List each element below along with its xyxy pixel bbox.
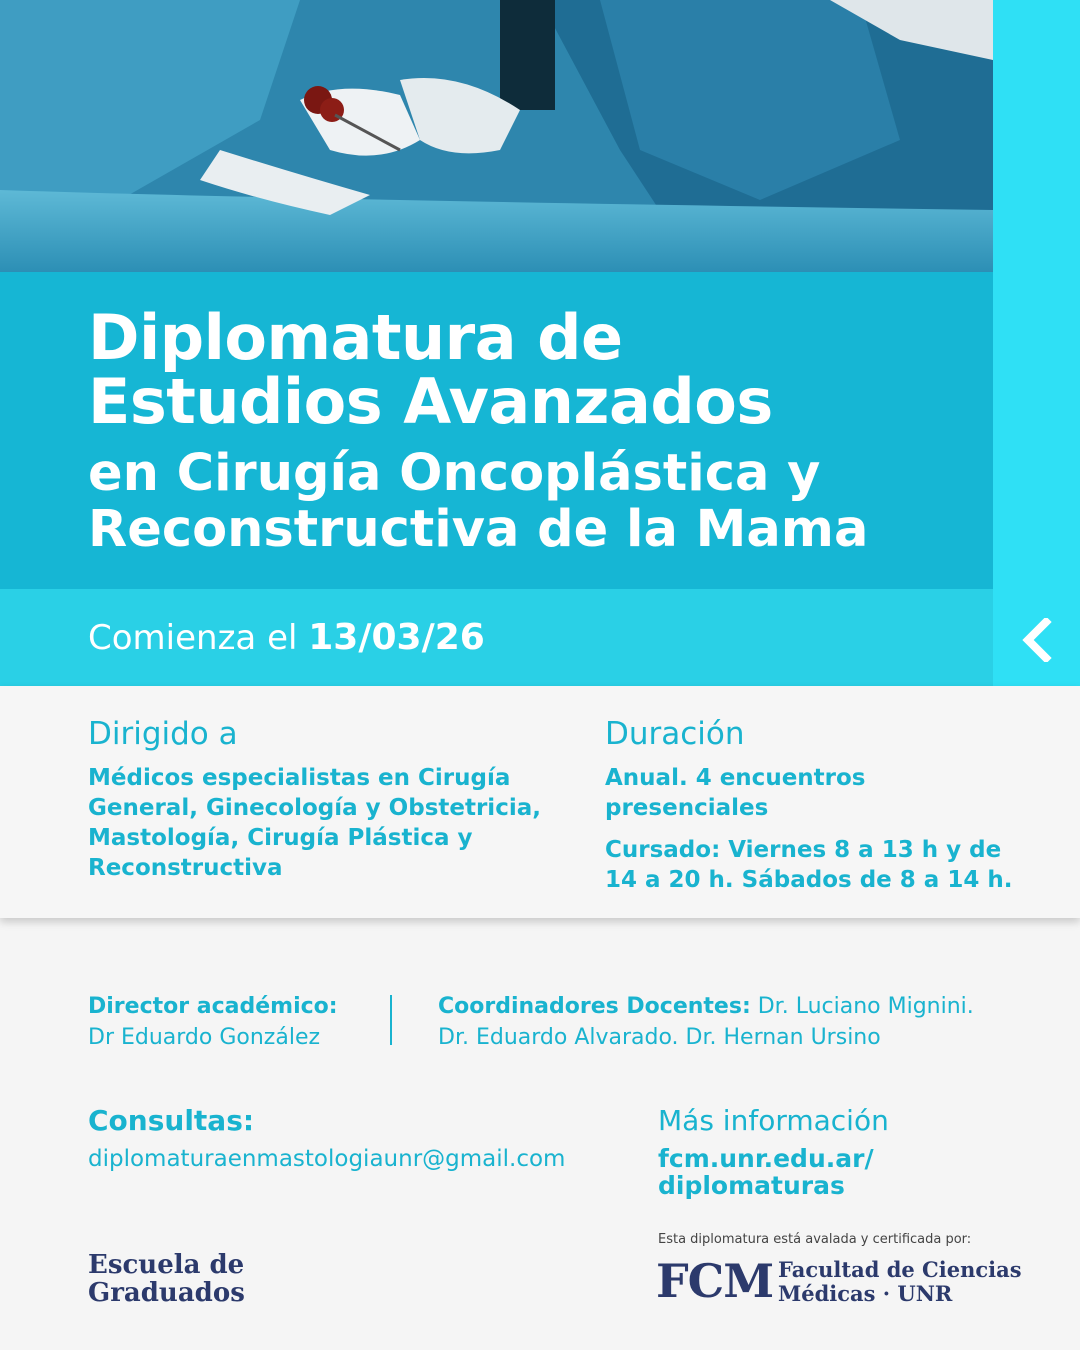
url-line: fcm.unr.edu.ar/ <box>658 1144 874 1173</box>
director-name: Dr Eduardo González <box>88 1025 321 1050</box>
decorative-side-strip <box>993 0 1080 686</box>
director-block <box>88 991 338 1053</box>
escuela-line: Escuela de <box>88 1250 245 1280</box>
coordinadores-label: Coordinadores Docentes: <box>438 994 751 1019</box>
consultas-heading: Consultas: <box>88 1104 255 1137</box>
start-date <box>88 618 485 658</box>
duracion-text <box>605 763 866 823</box>
title-line-2: Estudios Avanzados <box>88 365 773 438</box>
dirigido-line: Médicos especialistas en Cirugía <box>88 765 511 791</box>
page-subtitle <box>88 446 868 558</box>
duracion-heading: Duración <box>605 716 745 752</box>
fcm-name-line: Médicas · UNR <box>778 1281 953 1306</box>
dirigido-line: Mastología, Cirugía Plástica y <box>88 825 473 851</box>
duracion-line: 14 a 20 h. Sábados de 8 a 14 h. <box>605 867 1013 893</box>
hero-surgery-photo <box>0 0 993 272</box>
duracion-line: presenciales <box>605 795 769 821</box>
page-title <box>88 301 773 438</box>
dirigido-line: General, Ginecología y Obstetricia, <box>88 795 541 821</box>
start-prefix: Comienza el <box>88 618 309 658</box>
dirigido-text <box>88 763 541 883</box>
dirigido-line: Reconstructiva <box>88 855 283 881</box>
subtitle-line-1: en Cirugía Oncoplástica y <box>88 444 821 503</box>
dirigido-heading: Dirigido a <box>88 716 238 752</box>
divider <box>390 995 392 1045</box>
coordinadores-block <box>438 991 974 1053</box>
director-label: Director académico: <box>88 994 338 1019</box>
escuela-logo <box>88 1251 245 1307</box>
start-date-value: 13/03/26 <box>308 617 485 658</box>
coordinadores-names: Dr. Eduardo Alvarado. Dr. Hernan Ursino <box>438 1025 881 1050</box>
url-line: diplomaturas <box>658 1171 845 1200</box>
mas-info-heading: Más información <box>658 1104 889 1137</box>
duracion-line: Cursado: Viernes 8 a 13 h y de <box>605 837 1002 863</box>
subtitle-line-2: Reconstructiva de la Mama <box>88 500 869 559</box>
fcm-logo-name <box>778 1258 1022 1306</box>
fcm-logo-abbr: FCM <box>656 1254 774 1308</box>
consultas-email-link[interactable]: diplomaturaenmastologiaunr@gmail.com <box>88 1146 566 1172</box>
mas-info-link[interactable] <box>658 1145 874 1199</box>
fcm-name-line: Facultad de Ciencias <box>778 1257 1022 1282</box>
coordinadores-names: Dr. Luciano Mignini. <box>750 994 974 1019</box>
aval-text: Esta diplomatura está avalada y certificada por: <box>658 1232 972 1247</box>
title-line-1: Diplomatura de <box>88 301 623 374</box>
cursado-text <box>605 835 1012 895</box>
surgery-photo-illustration <box>0 0 993 272</box>
duracion-line: Anual. 4 encuentros <box>605 765 866 791</box>
chevron-left-icon[interactable] <box>1018 618 1058 662</box>
escuela-line: Graduados <box>88 1278 245 1308</box>
